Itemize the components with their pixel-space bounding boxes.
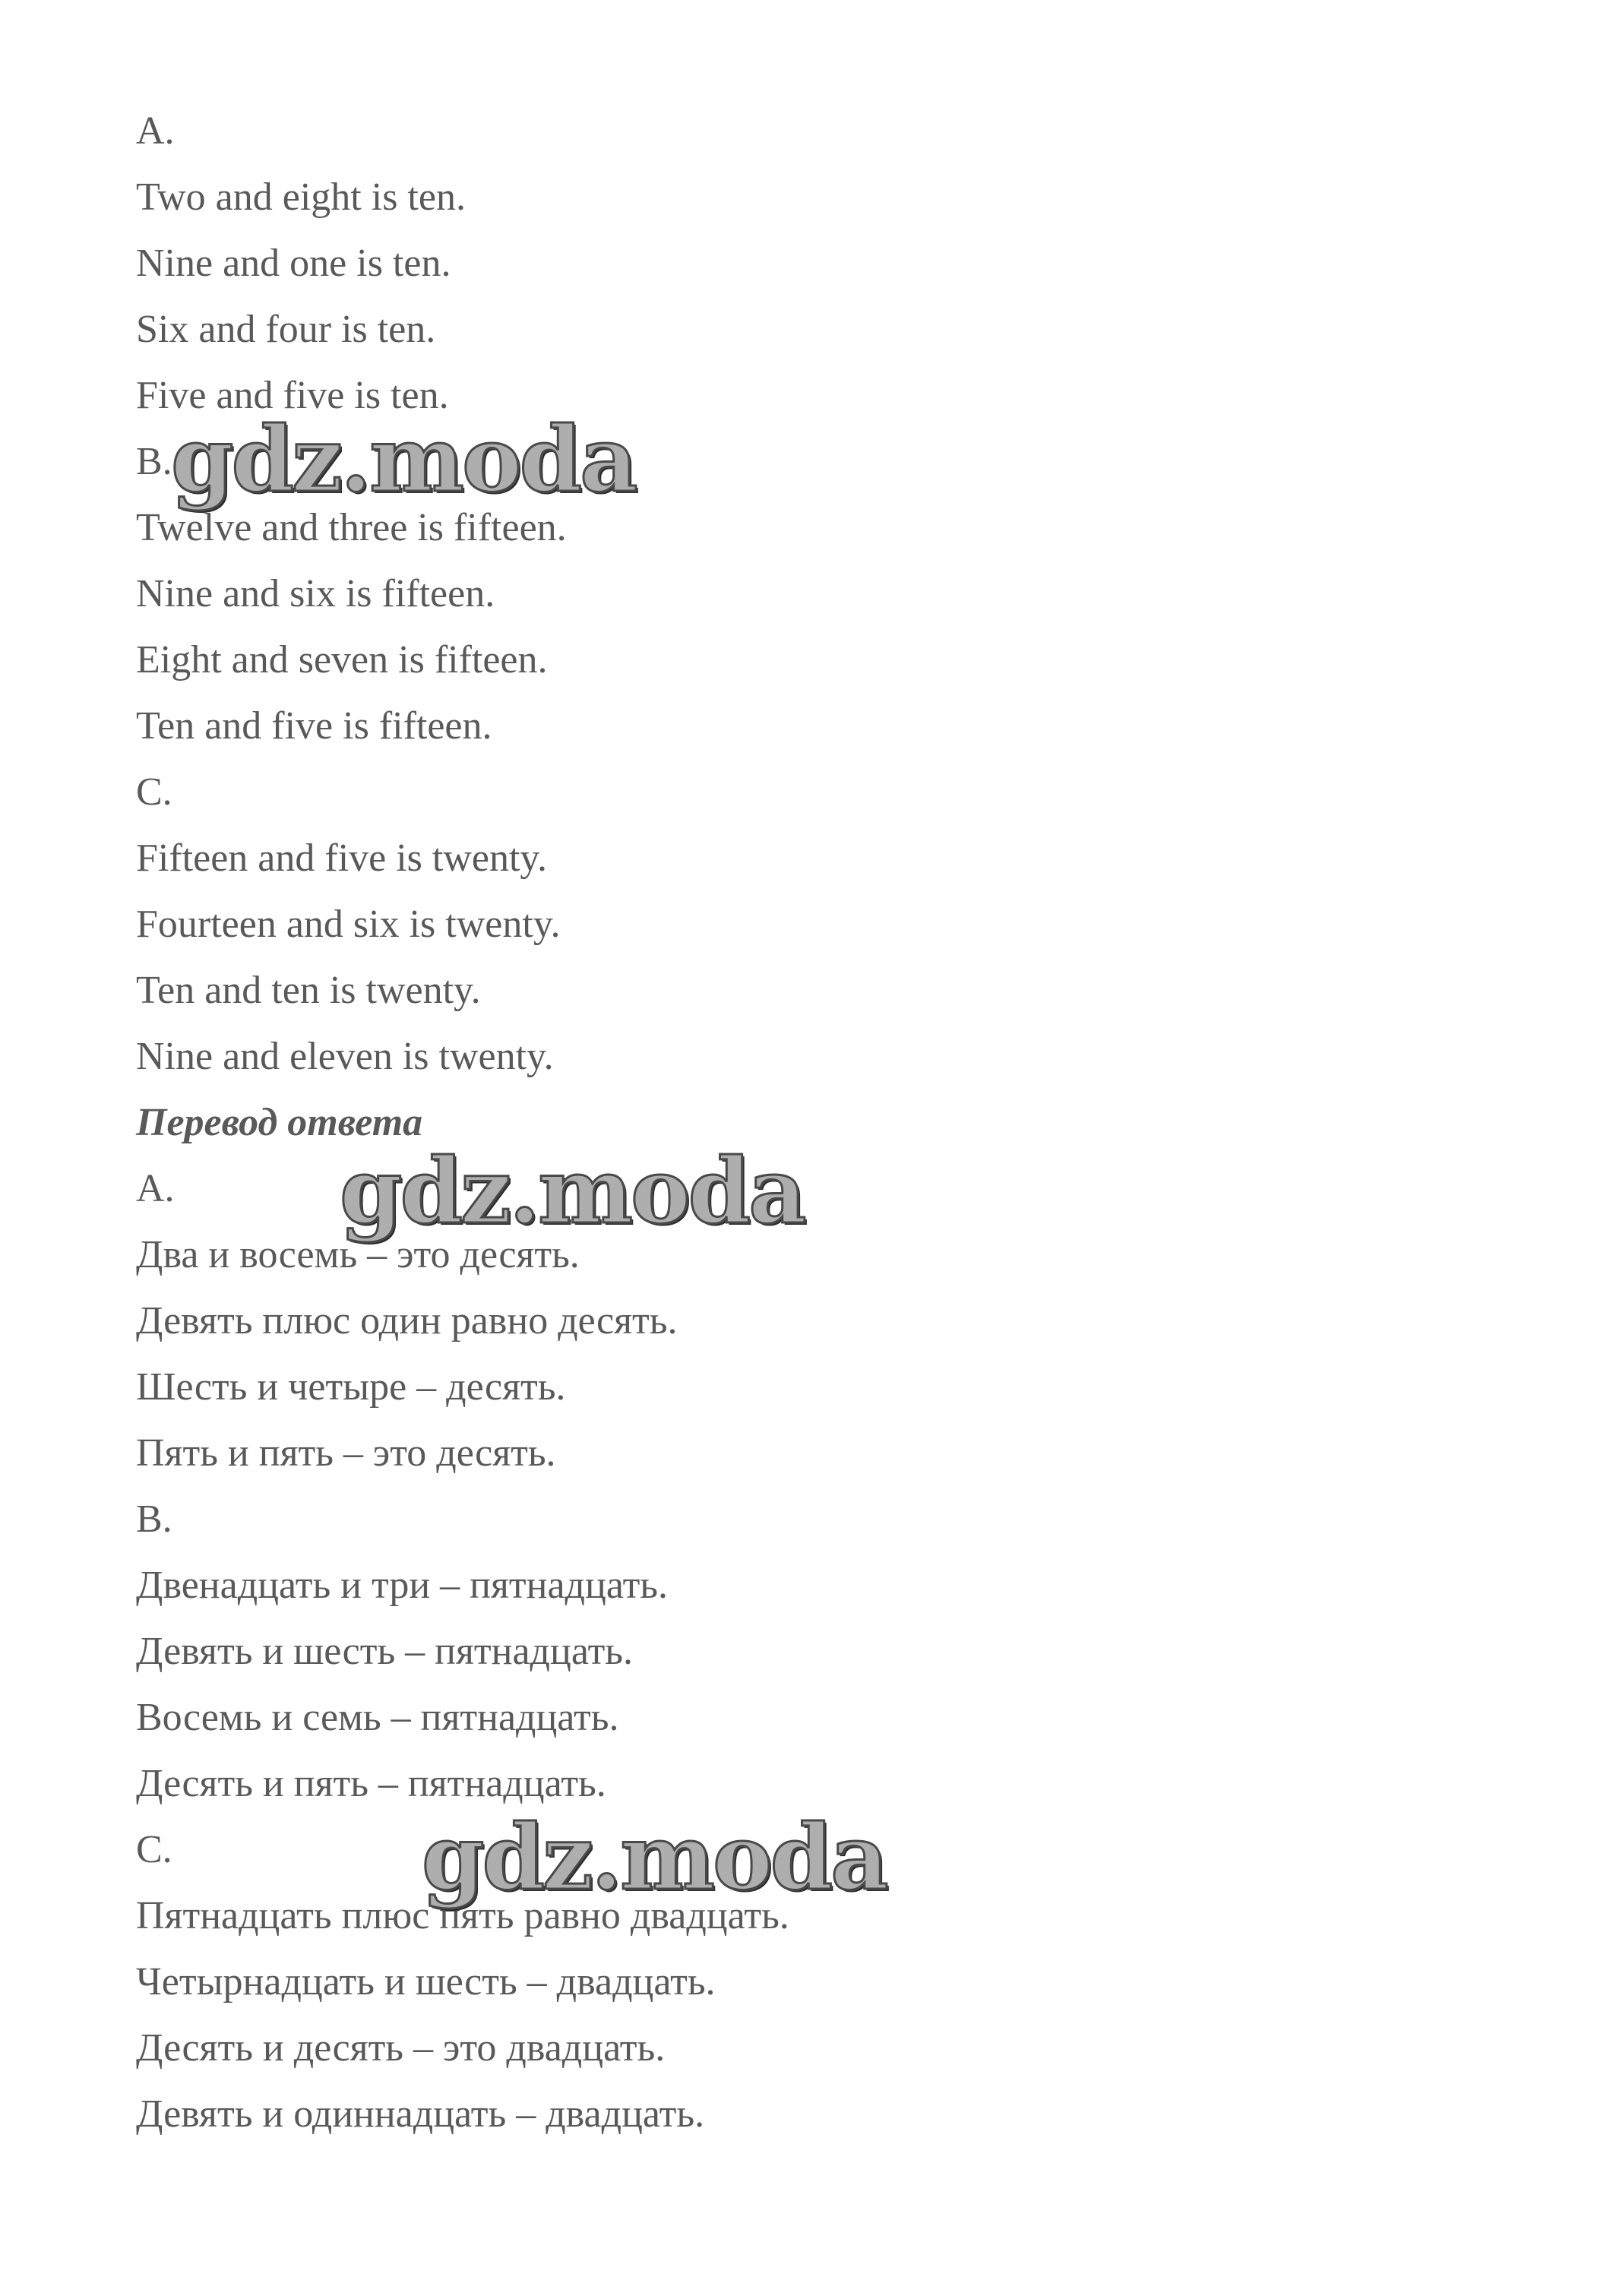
- section-b-label: B.: [136, 1497, 172, 1541]
- answer-line: Ten and five is fifteen.: [136, 704, 492, 748]
- translation-line: Двенадцать и три – пятнадцать.: [136, 1564, 669, 1607]
- translation-line: Два и восемь – это десять.: [136, 1233, 580, 1276]
- translation-line: Пять и пять – это десять.: [136, 1431, 556, 1475]
- answer-line: Fourteen and six is twenty.: [136, 903, 561, 946]
- answer-line: Twelve and three is fifteen.: [136, 506, 567, 549]
- translation-line: Десять и десять – это двадцать.: [136, 2026, 666, 2070]
- watermark-logo: gdz.moda: [422, 1804, 887, 1910]
- translation-line: Девять и одиннадцать – двадцать.: [136, 2092, 705, 2136]
- answer-line: Ten and ten is twenty.: [136, 969, 481, 1012]
- section-b-label: B.: [136, 440, 172, 483]
- answer-line: Fifteen and five is twenty.: [136, 836, 548, 880]
- translation-line: Десять и пять – пятнадцать.: [136, 1762, 606, 1805]
- translation-line: Четырнадцать и шесть – двадцать.: [136, 1960, 716, 2003]
- watermark-logo: gdz.moda: [340, 1138, 805, 1244]
- translation-line: Пятнадцать плюс пять равно двадцать.: [136, 1894, 789, 1937]
- watermark-logo: gdz.moda: [171, 406, 636, 512]
- translation-line: Девять и шесть – пятнадцать.: [136, 1630, 634, 1673]
- section-a-label: A.: [136, 109, 175, 153]
- section-c-label: C.: [136, 770, 172, 814]
- answer-line: Nine and one is ten.: [136, 242, 451, 285]
- answer-line: Nine and six is fifteen.: [136, 572, 495, 615]
- answer-line: Five and five is ten.: [136, 374, 449, 417]
- translation-line: Восемь и семь – пятнадцать.: [136, 1696, 619, 1739]
- answer-line: Eight and seven is fifteen.: [136, 638, 548, 682]
- section-c-label: C.: [136, 1828, 172, 1871]
- translation-line: Шесть и четыре – десять.: [136, 1365, 566, 1409]
- section-a-label: A.: [136, 1167, 175, 1210]
- answer-line: Six and four is ten.: [136, 308, 436, 351]
- answer-line: Two and eight is ten.: [136, 176, 466, 219]
- answer-line: Nine and eleven is twenty.: [136, 1035, 554, 1078]
- translation-heading: Перевод ответа: [136, 1101, 423, 1144]
- translation-line: Девять плюс один равно десять.: [136, 1299, 678, 1342]
